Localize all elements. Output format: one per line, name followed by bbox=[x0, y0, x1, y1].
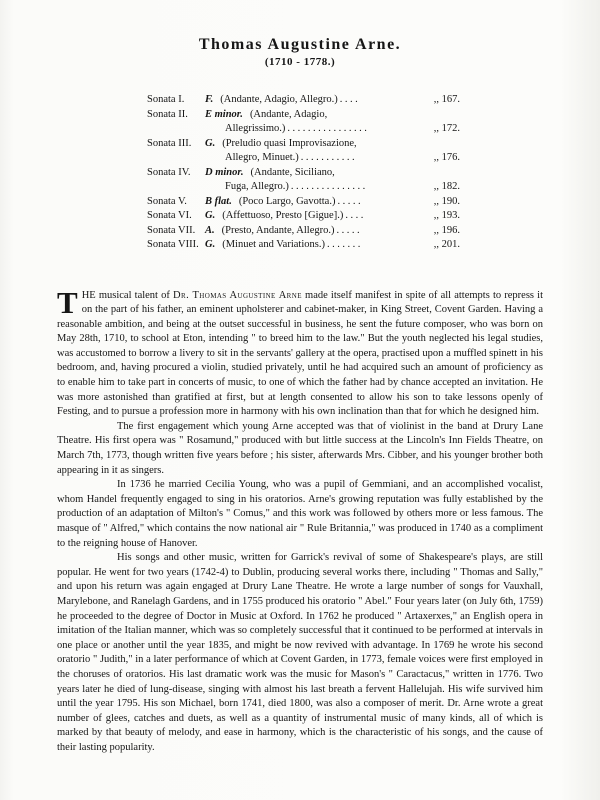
sonata-number: Sonata I. bbox=[147, 94, 185, 105]
paragraph-3: In 1736 he married Cecilia Young, who was a pupil of Gemmiani, and an accomplished vocalist, whom Handel frequently engaged to sing in his oratorios. Arne's growing reputation was fully established by the production of an adaptation of Milton's " Comus," and this work was followed by others more or less famous. The masque of " Alfred," which contains the now national air " Rule Britannia," was produced in 1740 as a compliment to the reigning house of Hanover. bbox=[57, 479, 543, 549]
dot-leader: ..... bbox=[337, 195, 364, 207]
sonata-page-number: ,, 167. bbox=[433, 94, 460, 105]
drop-cap: T bbox=[57, 284, 78, 320]
dot-leader: .... bbox=[339, 94, 361, 105]
paragraph-4: His songs and other music, written for Garrick's revival of some of Shakespeare's plays, are still popular. He went for two years (1742-4) to Dublin, producing several works there, including " Thomas and Sally," and upon his return was again engaged at Drury Lane Theatre. He wrote a large number of songs for Vauxhall, Marylebone, and Ranelagh Gardens, and in 1755 produced his oratorio " Abel." Four years later (on July 6th, 1759) he proceeded to the degree of Doctor in Music at Oxford. In 1762 he produced " Artaxerxes," an English opera in imitation of the Italian manner, which was so completely successful that it continued to be performed at intervals in one place or another until the year 1835, and might be now revived with advantage. In 1769 he wrote his second oratorio " Judith," in a later performance of which at Covent Garden, in 1773, female voices were first employed in the choruses of oratorios. His last dramatic work was the music for Mason's " Caractacus," written in 1776. Two years later he died of lung-disease, singing with almost his last breath a fervent Hallelujah. His wife survived him until the year 1795. His son Michael, born 1741, died 1800, was also a composer of merit. Dr. Arne wrote a great number of glees, catches and duets, as well as a quantity of instrumental music of many kinds, all of which is marked by that beauty of melody, and ease in harmony, which is the characteristic of his songs, and the cause of their lasting popularity. bbox=[57, 552, 543, 753]
sonata-movements: Allegro, Minuet.) bbox=[225, 152, 299, 163]
sonata-movements: (Andante, Adagio, bbox=[249, 108, 328, 120]
sonata-movements: (Andante, Siciliano, bbox=[250, 166, 335, 178]
sonata-movements: Allegrissimo.) bbox=[225, 123, 286, 134]
dot-leader: ....... bbox=[326, 239, 363, 250]
sonata-number: Sonata III. bbox=[147, 137, 192, 149]
sonata-line-continuation bbox=[147, 151, 460, 166]
sonata-key: G. bbox=[205, 137, 216, 149]
sonata-movements: (Presto, Andante, Allegro.) bbox=[221, 224, 335, 236]
sonata-line bbox=[147, 209, 460, 224]
dot-leader: ............... bbox=[290, 181, 368, 192]
paragraph-1 bbox=[57, 284, 543, 420]
biography-text bbox=[57, 284, 543, 756]
sonata-key: F. bbox=[205, 94, 214, 105]
dot-leader: ................ bbox=[287, 123, 370, 134]
sonata-line bbox=[147, 238, 460, 253]
dot-leader: ..... bbox=[336, 224, 363, 236]
sonata-page-number: ,, 196. bbox=[433, 224, 460, 236]
page-subtitle-dates: (1710 - 1778.) bbox=[264, 56, 336, 68]
sonata-key: A. bbox=[205, 224, 215, 236]
sonata-page-number: ,, 201. bbox=[433, 239, 460, 250]
sonata-line-continuation bbox=[147, 180, 460, 195]
page-title: Thomas Augustine Arne. bbox=[198, 36, 402, 53]
sonata-movements: (Preludio quasi Improvisazione, bbox=[222, 137, 357, 149]
paragraph-1-open: HE musical talent of bbox=[81, 289, 174, 301]
sonata-movements: (Minuet and Variations.) bbox=[222, 239, 325, 250]
sonata-key: G. bbox=[205, 210, 216, 221]
sonata-number: Sonata V. bbox=[147, 195, 187, 207]
sonata-number: Sonata II. bbox=[147, 108, 188, 120]
sonata-line bbox=[147, 108, 460, 123]
sonata-number: Sonata VI. bbox=[147, 210, 192, 221]
sonata-line-continuation bbox=[147, 122, 460, 137]
sonata-line bbox=[147, 93, 460, 108]
subject-name-smallcaps: Dr. Thomas Augustine Arne bbox=[173, 289, 302, 301]
sonata-page-number: ,, 182. bbox=[433, 181, 460, 192]
sonata-line bbox=[147, 137, 460, 152]
sonata-line bbox=[147, 166, 460, 181]
sonata-movements: (Poco Largo, Gavotta.) bbox=[238, 195, 336, 207]
sonata-page-number: ,, 193. bbox=[433, 210, 460, 221]
sonata-number: Sonata VII. bbox=[147, 224, 196, 236]
sonata-movements: (Affettuoso, Presto [Gigue].) bbox=[222, 210, 344, 221]
sonata-line bbox=[147, 195, 460, 210]
dot-leader: .... bbox=[345, 210, 366, 221]
paragraph-2: The first engagement which young Arne accepted was that of violinist in the band at Drury Lane Theatre. His first opera was " Rosamund," produced with but little success at the Lincoln's Inn Fields Theatre, on March 7th, 1773, though written five years before ; his sister, afterwards Mrs. Cibber, and his younger brother both appearing in it as singers. bbox=[57, 420, 543, 476]
sonata-table-of-contents bbox=[147, 93, 460, 253]
sonata-line bbox=[147, 224, 460, 239]
sonata-number: Sonata VIII. bbox=[147, 239, 199, 250]
sonata-key: D minor. bbox=[205, 166, 244, 178]
paragraph-1-rest: made itself manifest in spite of all attempts to repress it on the part of his father, an eminent upholsterer and cabinet-maker, in King Street, Covent Garden. Having a reasonable ambition, and being at the outset successful in business, he sent the future composer, who was born on May 28th, 1710, to school at Eton, intending " to breed him to the law." But the youth neglected his legal studies, was accustomed to borrow a livery to sit in the servants' gallery at the opera, practised upon a muffled spinett in his bedroom, and, having procured a violin, studied privately, until he had acquired such an amount of proficiency as to enable him to take part in concerts of music, to one of which the father had by chance accepted an invitation. He was more astonished than gratified at first, but at length consented to allow his son to take lessons openly of Festing, and to pursue a profession more in harmony with his own inclination than that for which he designed him. bbox=[57, 289, 543, 418]
dot-leader: ........... bbox=[300, 152, 358, 163]
sonata-movements: (Andante, Adagio, Allegro.) bbox=[220, 94, 338, 105]
sonata-page-number: ,, 190. bbox=[433, 195, 460, 207]
sonata-movements: Fuga, Allegro.) bbox=[225, 181, 289, 192]
sonata-key: G. bbox=[205, 239, 216, 250]
sonata-page-number: ,, 172. bbox=[433, 123, 460, 134]
sonata-number: Sonata IV. bbox=[147, 166, 191, 178]
sonata-key: B flat. bbox=[205, 195, 232, 207]
sonata-page-number: ,, 176. bbox=[433, 152, 460, 163]
sonata-key: E minor. bbox=[205, 108, 243, 120]
